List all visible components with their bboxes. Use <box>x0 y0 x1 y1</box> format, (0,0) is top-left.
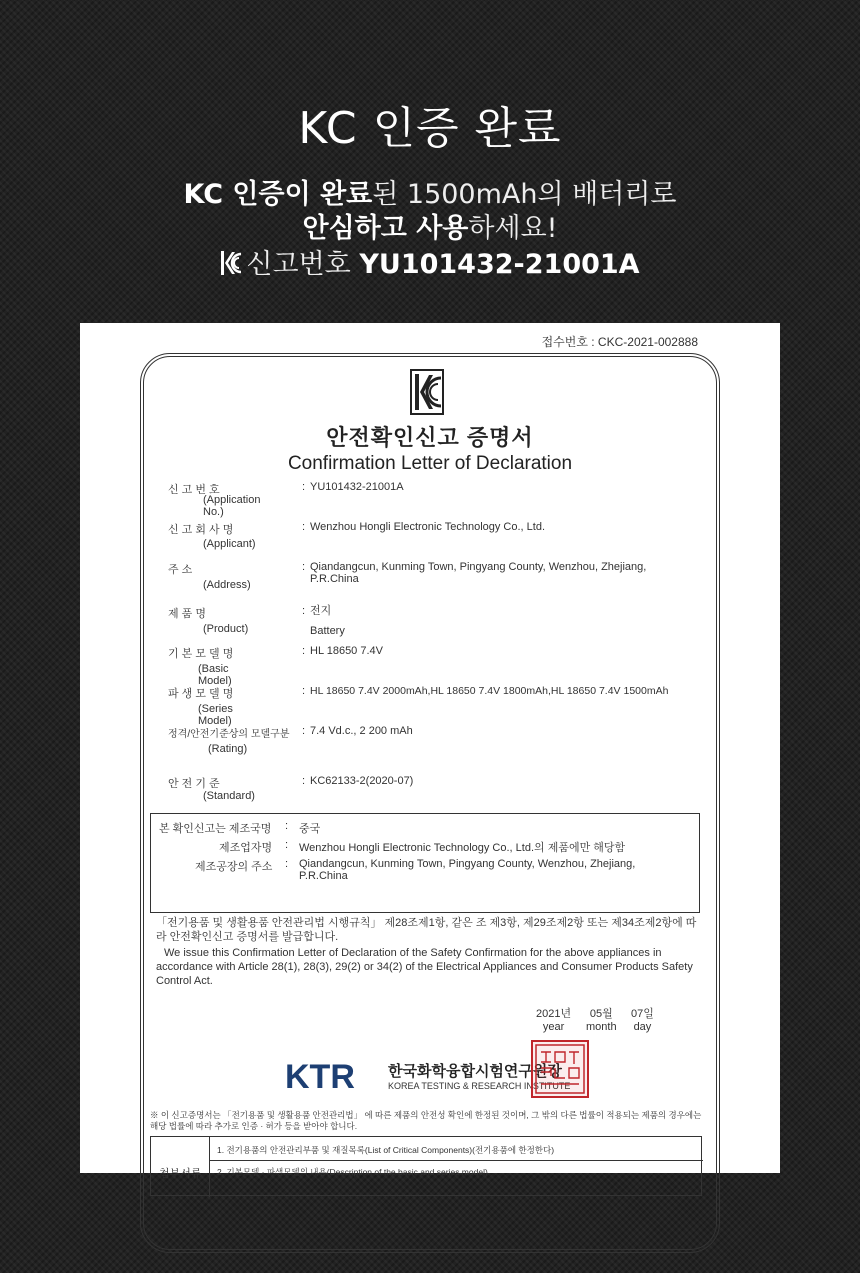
footnote: ※ 이 신고증명서는 「전기용품 및 생활용품 안전관리법」 에 따른 제품의 안전성 확인에 한정된 것이며, 그 밖의 다른 법률이 적용되는 제품의 경우에는 해당 법률에 따라 추가로 인증 · 허가 등을 받아야 합니다. <box>150 1110 702 1131</box>
field-value: 7.4 Vd.c., 2 200 mAh <box>310 725 413 737</box>
field-label-en: (Series Model) <box>198 703 233 727</box>
manufacturer-box: 본 확인신고는 제조국명 : 중국 제조업자명 : Wenzhou Hongli Electronic Technology Co., Ltd.의 제품에만 해당함 제조공장의 주소 : Qiandangcun, Kunming Town, Pingyang County, Wenzhou, Zhejiang, P.R.China <box>150 813 700 913</box>
field-label: 기 본 모 델 명 <box>168 648 234 660</box>
field-value-2: Battery <box>310 625 345 637</box>
field-label-en: (Basic Model) <box>198 663 232 687</box>
field-value: Qiandangcun, Kunming Town, Pingyang County, Wenzhou, Zhejiang, P.R.China <box>310 561 647 585</box>
svg-text:KTR: KTR <box>285 1058 355 1096</box>
issuer-name-en: KOREA TESTING & RESEARCH INSTITUTE <box>388 1081 571 1091</box>
certificate-title-en: Confirmation Letter of Declaration <box>287 453 573 474</box>
field-label: 주 소 <box>168 564 193 576</box>
attachment-item-2: 2. 기본모델 · 파생모델의 내용(Description of the basic and series model) <box>217 1167 488 1177</box>
certificate-title-ko: 안전확인신고 증명서 <box>326 425 534 450</box>
certificate-document: 접수번호 : CKC-2021-002888 안전확인신고 증명서 Confirmation Letter of Declaration 신 고 번 호 (Application No.) : YU101432-21001A 신 고 회 사 명 (Applicant) : Wenzhou Hongli Electronic Technology Co., Ltd. 주 소 (Address) : Qiandangcun, Kunming Town, Pingyang County, Wenzhou, Zhejiang, P.R.China 제 품 명 (Product) : 전지 Battery 기 본 모 델 명 (Basic Model) : HL 18650 7.4V 파 생 모 델 명 (Series Model) : HL 18650 7.4V 2000mAh,HL 18650 7.4V 1800mAh,HL 18650 7.4V 1500mAh 정격/안전기준상의 모델구분 (Rating) : 7.4 Vd.c., 2 200 mAh 안 전 기 준 (Standard) : KC62133-2(2020-07) 본 확인신고는 제조국명 : 중국 제조업자명 : Wenzhou Hongli Electronic Technology Co., Ltd.의 제품에만 해당함 제조공장의 주소 : Qiandangcun, Kunming Town, Pingyang County, Wenzhou, Zhejiang, P.R.China 「전기용품 및 생활용품 안전관리법 시행규칙」 제28조제1항, 같은 조 제3항, 제29조제2항 또는 제34조제2항에 따라 안전확인신고 증명서를 발급합니다. We issue this Confirmation Letter of Declaration of the Safety Confirmation for the above appliances in accordance with Article 28(1), 28(3), 29(2) or 34(2) of the Electrical Appliances and Consumer Products Safety Control Act. 2021년 year 05월 month 07일 day KTR 한국화학융합시험연구원장 KOREA TESTING & RESEARCH INSTITUTE ※ 이 신고증명서는 「전기용품 및 생활용품 안전관리법」 에 따른 제품의 안전성 확인에 한정된 것이며, 그 밖의 다른 법률이 적용되는 제품의 경우에는 해당 법률에 따라 추가로 인증 · 허가 등을 받아야 합니다. 첨부서류 1. 전기용품의 안전관리부품 및 재질목록(List of Critical Components)(전기용품에 한정한다) 2. 기본모델 · 파생모델의 내용(Description of the basic and series model) <box>80 323 780 1173</box>
subtitle-rest-1: 된 1500mAh의 배터리로 <box>372 179 677 210</box>
maker-value: Wenzhou Hongli Electronic Technology Co., Ltd.의 제품에만 해당함 <box>299 842 626 854</box>
subtitle-rest-2: 하세요! <box>468 213 558 244</box>
subtitle-bold-2: 안심하고 사용 <box>302 213 469 244</box>
field-value: Wenzhou Hongli Electronic Technology Co., Ltd. <box>310 521 546 533</box>
field-label-en: (Standard) <box>203 790 255 802</box>
maker-label: 제조업자명 <box>219 842 273 854</box>
ktr-logo <box>285 1058 385 1099</box>
registration-line <box>0 242 860 283</box>
field-value: KC62133-2(2020-07) <box>310 775 414 787</box>
field-label: 안 전 기 준 <box>168 778 220 790</box>
field-value: YU101432-21001A <box>310 481 404 493</box>
kc-logo-icon <box>410 369 444 420</box>
field-label-en: (Address) <box>203 579 251 591</box>
factory-value: Qiandangcun, Kunming Town, Pingyang County, Wenzhou, Zhejiang, P.R.China <box>299 858 636 882</box>
field-label: 신 고 회 사 명 <box>168 524 234 536</box>
attachment-item-1: 1. 전기용품의 안전관리부품 및 재질목록(List of Critical Components)(전기용품에 한정한다) <box>217 1145 555 1155</box>
field-label-en: (Applicant) <box>203 538 256 550</box>
field-value: HL 18650 7.4V <box>310 645 383 657</box>
issuer-name-ko: 한국화학융합시험연구원장 <box>388 1063 562 1080</box>
attachments-table <box>150 1136 702 1196</box>
registration-label: 신고번호 <box>246 249 351 280</box>
date-month: 05월 month <box>586 1008 617 1033</box>
receipt-number: 접수번호 : CKC-2021-002888 <box>541 335 698 349</box>
factory-label: 제조공장의 주소 <box>195 861 273 873</box>
field-label: 신 고 번 호 <box>168 484 220 496</box>
legal-text <box>156 916 706 988</box>
page-title: KC 인증 완료 <box>298 103 562 154</box>
field-label-en: (Product) <box>203 623 249 635</box>
legal-text-en: We issue this Confirmation Letter of Declaration of the Safety Confirmation for the above appliances in accordance with Article 28(1), 28(3), 29(2) or 34(2) of the Electrical Appliances and Consumer Products Safety Control Act. <box>156 947 693 987</box>
field-label-en: (Rating) <box>208 743 248 755</box>
official-seal-stamp <box>531 1040 589 1098</box>
date-day: 07일 day <box>631 1008 654 1033</box>
field-label: 제 품 명 <box>168 608 206 620</box>
field-value: HL 18650 7.4V 2000mAh,HL 18650 7.4V 1800mAh,HL 18650 7.4V 1500mAh <box>310 685 669 697</box>
country-value: 중국 <box>299 823 321 835</box>
field-value: 전지 <box>310 605 332 617</box>
country-label: 본 확인신고는 제조국명 <box>159 823 272 835</box>
subtitle-line-2 <box>0 206 860 245</box>
attachments-label: 첨부서류 <box>159 1168 202 1180</box>
field-label: 정격/안전기준상의 모델구분 <box>168 729 290 740</box>
subtitle-bold-1: KC 인증이 완료 <box>183 179 373 210</box>
date-year: 2021년 year <box>536 1008 572 1033</box>
field-label: 파 생 모 델 명 <box>168 688 234 700</box>
legal-text-ko: 「전기용품 및 생활용품 안전관리법 시행규칙」 제28조제1항, 같은 조 제3항, 제29조제2항 또는 제34조제2항에 따라 안전확인신고 증명서를 발급합니다. <box>156 917 697 943</box>
registration-number: YU101432-21001A <box>359 249 640 280</box>
kc-mark-icon <box>220 250 242 283</box>
field-label-en: (Application No.) <box>203 494 261 518</box>
